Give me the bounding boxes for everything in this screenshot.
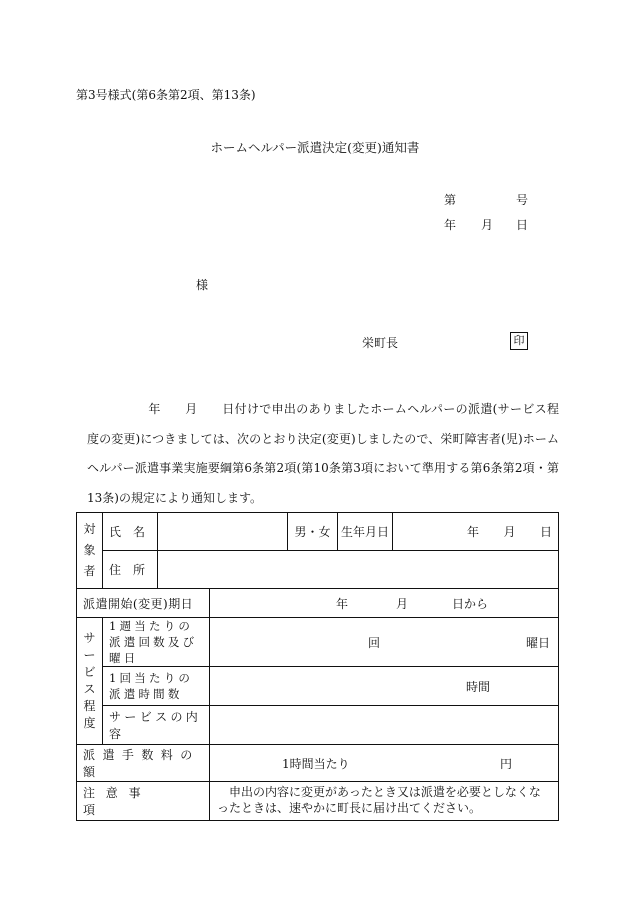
row-subject-name xyxy=(77,513,559,551)
details-table xyxy=(76,512,559,821)
dob-month: 月 xyxy=(503,525,516,539)
hours-label: 1回当たりの派遣時間数 xyxy=(103,667,210,706)
name-value xyxy=(158,513,288,551)
dob-value xyxy=(393,513,559,551)
reference-dai: 第 xyxy=(444,193,457,207)
name-label: 氏 名 xyxy=(103,513,158,551)
subject-group-label: 対象者 xyxy=(77,513,103,589)
content-label: サービスの内容 xyxy=(103,706,210,745)
addressee-suffix: 様 xyxy=(196,278,209,292)
notes-text: 申出の内容に変更があったとき又は派遣を必要としなくなったときは、速やかに町長に届け出てください。 xyxy=(217,785,541,815)
row-hours xyxy=(77,667,559,706)
row-notes xyxy=(77,782,559,821)
dob-day: 日 xyxy=(539,525,552,539)
fee-label: 派遣手数料の額 xyxy=(77,745,210,782)
start-date-label: 派遣開始(変更)期日 xyxy=(77,589,210,618)
document-title: ホームヘルパー派遣決定(変更)通知書 xyxy=(210,140,420,155)
fee-value xyxy=(210,745,559,782)
dob-year: 年 xyxy=(467,525,480,539)
address-value xyxy=(158,551,559,589)
hours-unit: 時間 xyxy=(466,680,491,694)
date-month: 月 xyxy=(481,218,494,232)
start-year: 年 xyxy=(336,597,349,611)
gender-option: 男・女 xyxy=(288,513,338,551)
form-number: 第3号様式(第6条第2項、第13条) xyxy=(76,88,256,102)
weekly-value xyxy=(210,618,559,667)
hours-value xyxy=(210,667,559,706)
row-content xyxy=(77,706,559,745)
weekly-day-unit: 曜日 xyxy=(525,636,550,650)
start-date-value xyxy=(210,589,559,618)
service-group-label: サービス程度 xyxy=(77,618,103,745)
start-month: 月 xyxy=(396,597,409,611)
row-fee xyxy=(77,745,559,782)
body-paragraph: 年 月 日付けで申出のありましたホームヘルパーの派遣(サービス程度の変更)につきましては、次のとおり決定(変更)しましたので、栄町障害者(児)ホームヘルパー派遣事業実施要綱第6条第2項(第10条第3項において準用する第6条第2項・第13条)の規定により通知します。 xyxy=(87,402,559,505)
reference-go: 号 xyxy=(516,193,529,207)
dob-label: 生年月日 xyxy=(338,513,393,551)
start-from: 日から xyxy=(452,597,489,611)
row-weekly xyxy=(77,618,559,667)
notice-body xyxy=(87,395,559,513)
notes-label-cell xyxy=(77,782,210,821)
notes-cell xyxy=(210,782,559,821)
fee-yen: 円 xyxy=(500,757,513,771)
fee-per-hour: 1時間当たり xyxy=(282,757,350,771)
row-subject-address xyxy=(77,551,559,589)
weekly-label: 1週当たりの派遣回数及び曜日 xyxy=(103,618,210,667)
weekly-count-unit: 回 xyxy=(368,636,381,650)
content-value xyxy=(210,706,559,745)
date-year: 年 xyxy=(444,218,457,232)
seal-mark: 印 xyxy=(510,332,528,350)
notes-label: 注意事項 xyxy=(83,786,152,817)
issuer-name: 栄町長 xyxy=(362,336,399,350)
row-start-date xyxy=(77,589,559,618)
date-day: 日 xyxy=(516,218,529,232)
address-label: 住 所 xyxy=(103,551,158,589)
